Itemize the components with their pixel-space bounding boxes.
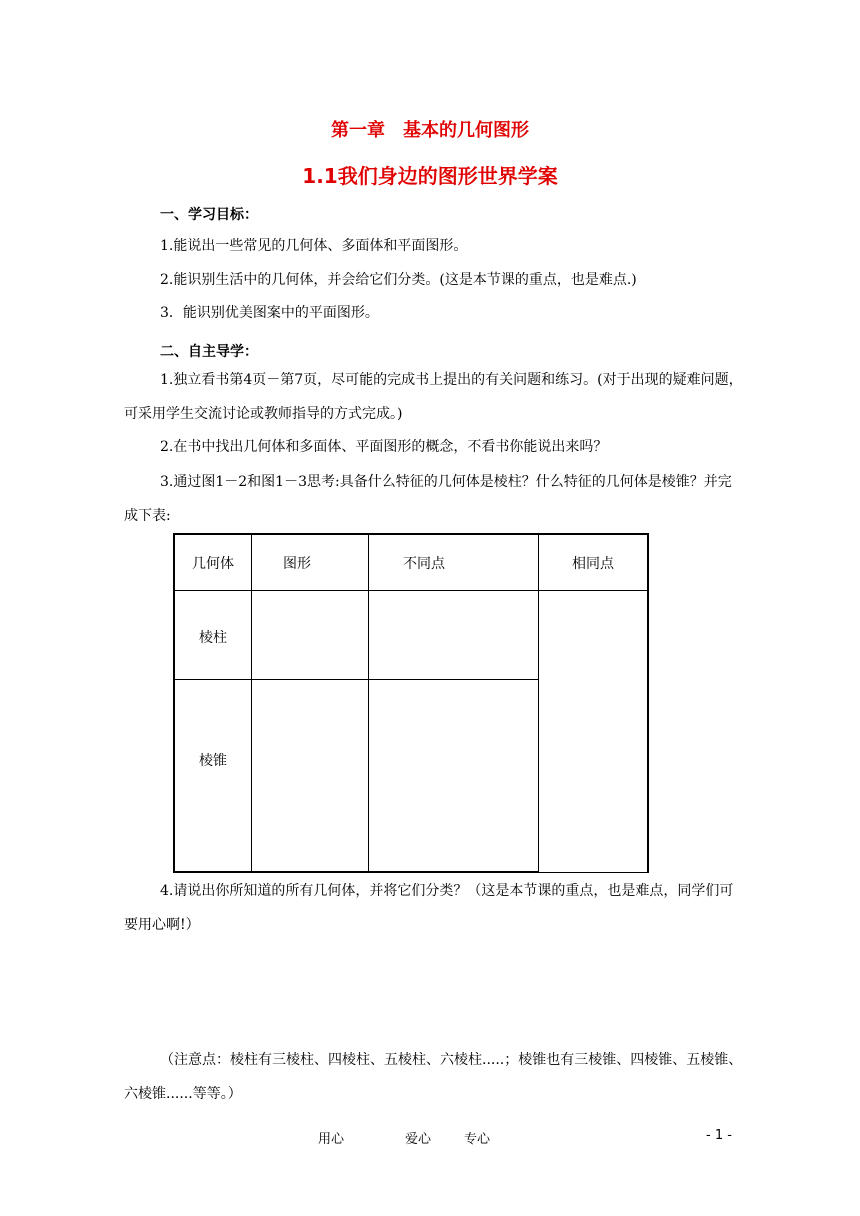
header-similarities: 相同点 bbox=[572, 556, 614, 572]
section1-heading: 一、学习目标： bbox=[160, 207, 258, 223]
footer-motto-2: 爱心 bbox=[405, 1132, 432, 1147]
objective-3: 3．能识别优美图案中的平面图形。 bbox=[160, 305, 379, 321]
guide-item-4: 4.请说出你所知道的所有几何体，并将它们分类？（这是本节课的重点，也是难点，同学们可要用心啊!） bbox=[124, 883, 734, 933]
comparison-table bbox=[173, 533, 649, 873]
note: （注意点：棱柱有三棱柱、四棱柱、五棱柱、六棱柱.....；棱锥也有三棱锥、四棱锥、五棱锥、六棱锥......等等。） bbox=[124, 1052, 743, 1102]
footer-motto-1: 用心 bbox=[318, 1132, 345, 1147]
guide-item-3: 3.通过图1－2和图1－3思考:具备什么特征的几何体是棱柱？什么特征的几何体是棱锥？并完成下表: bbox=[124, 474, 732, 524]
objective-2: 2.能识别生活中的几何体，并会给它们分类。(这是本节课的重点，也是难点.) bbox=[160, 272, 637, 288]
guide-item-1: 1.独立看书第4页－第7页，尽可能的完成书上提出的有关问题和练习。(对于出现的疑难问题，可采用学生交流讨论或教师指导的方式完成。) bbox=[124, 372, 743, 422]
objective-1: 1.能说出一些常见的几何体、多面体和平面图形。 bbox=[160, 238, 468, 254]
header-solid: 几何体 bbox=[192, 556, 234, 572]
row-label-prism: 棱柱 bbox=[199, 630, 227, 646]
header-figure: 图形 bbox=[283, 556, 311, 572]
chapter-title: 第一章 基本的几何图形 bbox=[331, 120, 529, 141]
guide-item-2: 2.在书中找出几何体和多面体、平面图形的概念，不看书你能说出来吗？ bbox=[160, 439, 608, 455]
footer-motto-3: 专心 bbox=[464, 1132, 491, 1147]
section2-heading: 二、自主导学： bbox=[160, 344, 258, 360]
header-differences: 不同点 bbox=[403, 556, 445, 572]
page-number: - 1 - bbox=[706, 1128, 732, 1143]
row-label-pyramid: 棱锥 bbox=[199, 753, 227, 769]
lesson-title: 1.1我们身边的图形世界学案 bbox=[302, 164, 558, 188]
